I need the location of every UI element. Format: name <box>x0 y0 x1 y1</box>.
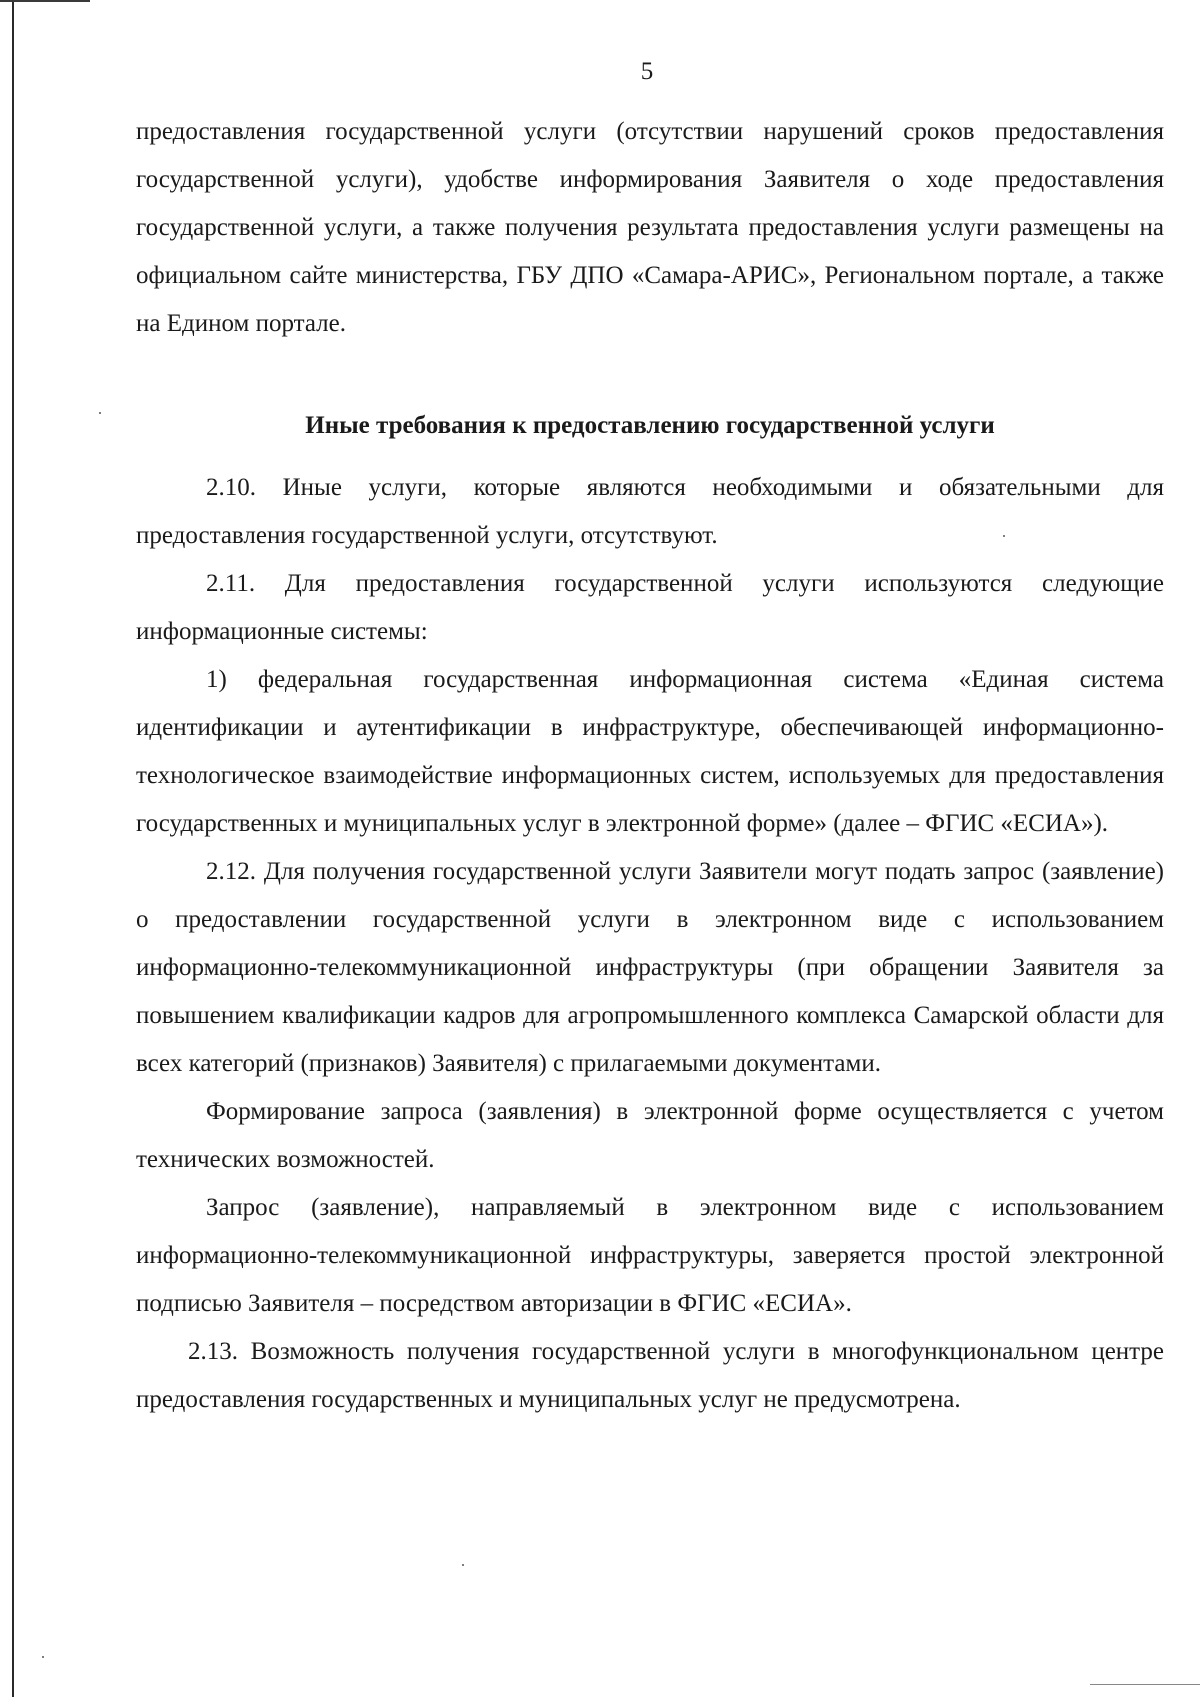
page-number: 5 <box>640 58 654 85</box>
paragraph-continuation: предоставления государственной услуги (отсутствии нарушений сроков предоставления государственной услуги), удобстве информирования Заявителя о ходе предоставления государственной услуги, а также получения результата предоставления услуги размещены на официальном сайте министерства, ГБУ ДПО «Самара-АРИС», Региональном портале, а также на Едином портале. <box>136 118 1164 337</box>
section-title: Иные требования к предоставлению государственной услуги <box>305 412 995 439</box>
scan-speck <box>462 1564 464 1566</box>
paragraph-2-13: 2.13. Возможность получения государственной услуги в многофункциональном центре предоставления государственных и муниципальных услуг не предусмотрена. <box>136 1338 1164 1413</box>
document-body <box>136 108 1164 1424</box>
paragraph-2-11: 2.11. Для предоставления государственной услуги используются следующие информационные системы: <box>136 570 1164 645</box>
scan-speck <box>42 1656 44 1658</box>
scan-edge-left <box>12 0 14 1697</box>
paragraph-request: Запрос (заявление), направляемый в электронном виде с использованием информационно-телекоммуникационной инфраструктуры, заверяется простой электронной подписью Заявителя – посредством авторизации в ФГИС «ЕСИА». <box>136 1194 1164 1317</box>
scan-edge-bottom <box>1090 1684 1200 1685</box>
paragraph-2-10: 2.10. Иные услуги, которые являются необходимыми и обязательными для предоставления государственной услуги, отсутствуют. <box>136 474 1164 549</box>
paragraph-forming: Формирование запроса (заявления) в электронной форме осуществляется с учетом технических возможностей. <box>136 1098 1164 1173</box>
paragraph-2-12: 2.12. Для получения государственной услуги Заявители могут подать запрос (заявление) о предоставлении государственной услуги в электронном виде с использованием информационно-телекоммуникационной инфраструктуры (при обращении Заявителя за повышением квалификации кадров для агропромышленного комплекса Самарской области для всех категорий (признаков) Заявителя) с прилагаемыми документами. <box>136 858 1164 1077</box>
paragraph-2-11-item-1: 1) федеральная государственная информационная система «Единая система идентификации и аутентификации в инфраструктуре, обеспечивающей информационно-технологическое взаимодействие информационных систем, используемых для предоставления государственных и муниципальных услуг в электронной форме» (далее – ФГИС «ЕСИА»). <box>136 666 1164 837</box>
scan-speck <box>99 412 101 414</box>
scan-edge-top <box>0 0 90 2</box>
